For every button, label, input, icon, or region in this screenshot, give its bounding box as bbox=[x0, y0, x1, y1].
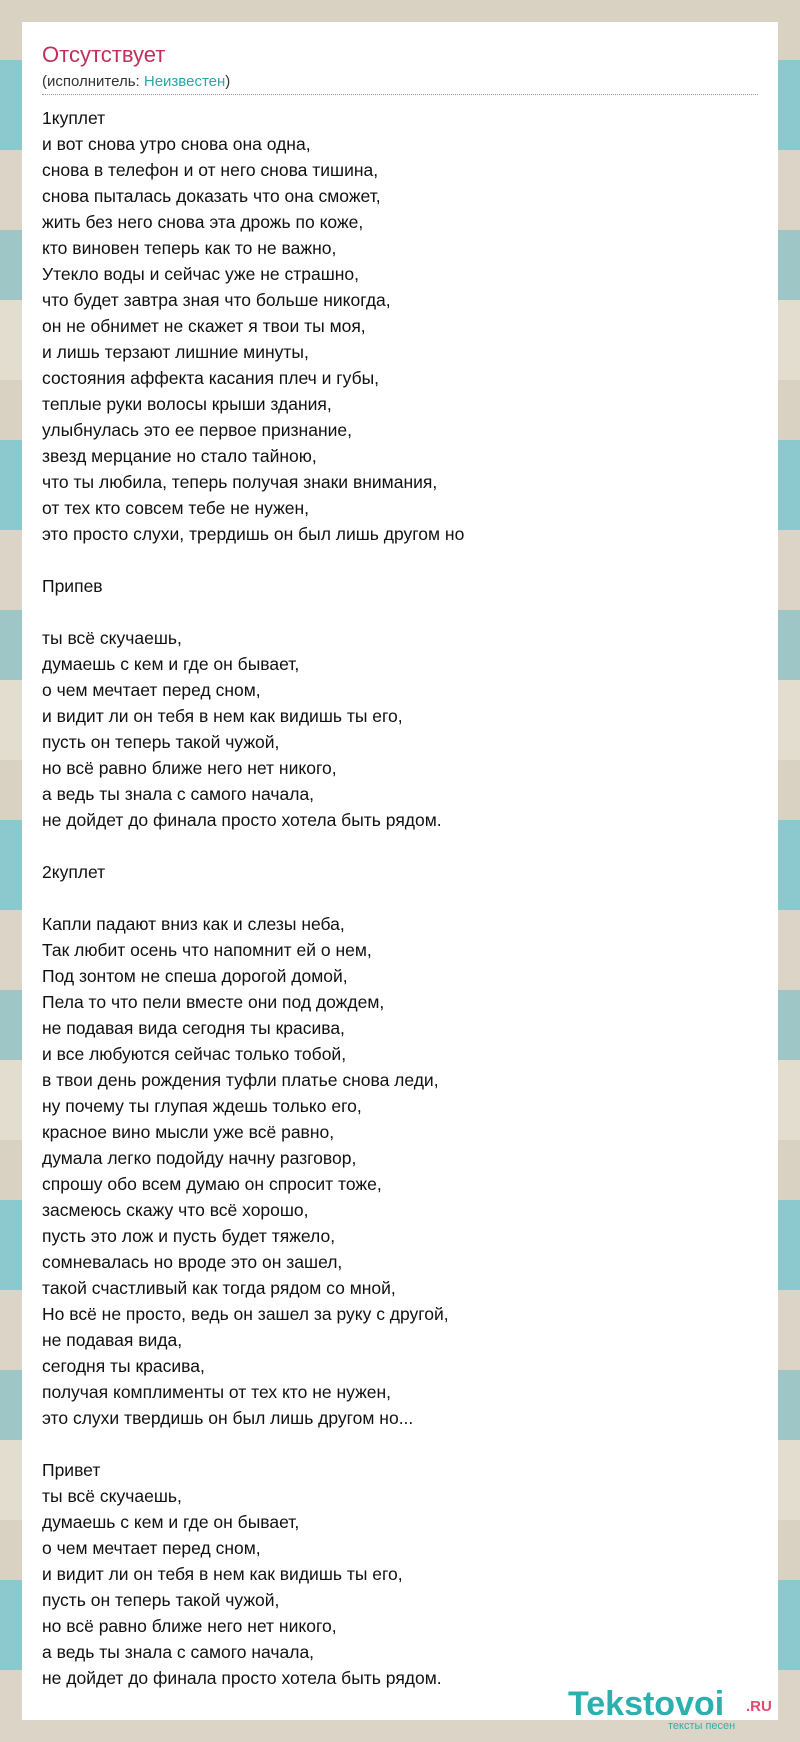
lyric-line: ты всё скучаешь, bbox=[42, 1486, 182, 1506]
lyric-line: от тех кто совсем тебе не нужен, bbox=[42, 498, 310, 518]
lyric-line: Припев bbox=[42, 576, 103, 596]
lyric-line bbox=[42, 599, 742, 625]
lyric-line: он не обнимет не скажет я твои ты моя, bbox=[42, 316, 366, 336]
site-logo[interactable] bbox=[568, 1686, 778, 1732]
lyric-line: сомневалась но вроде это он зашел, bbox=[42, 1252, 343, 1272]
lyric-line: и лишь терзают лишние минуты, bbox=[42, 342, 309, 362]
lyric-line: 1куплет bbox=[42, 108, 106, 128]
lyric-line: Но всё не просто, ведь он зашел за руку с другой, bbox=[42, 1304, 449, 1324]
lyric-line: думала легко подойду начну разговор, bbox=[42, 1148, 357, 1168]
lyric-line: засмеюсь скажу что всё хорошо, bbox=[42, 1200, 309, 1220]
title-divider bbox=[42, 94, 758, 95]
lyric-line: это слухи твердишь он был лишь другом но... bbox=[42, 1408, 414, 1428]
logo-domain: .RU bbox=[746, 1698, 772, 1715]
lyric-line: состояния аффекта касания плеч и губы, bbox=[42, 368, 380, 388]
lyric-line: что будет завтра зная что больше никогда, bbox=[42, 290, 391, 310]
lyric-line: не подавая вида, bbox=[42, 1330, 183, 1350]
lyric-line: пусть он теперь такой чужой, bbox=[42, 1590, 280, 1610]
lyric-line: о чем мечтает перед сном, bbox=[42, 1538, 261, 1558]
lyric-line: улыбнулась это ее первое признание, bbox=[42, 420, 352, 440]
lyric-line: снова пыталась доказать что она сможет, bbox=[42, 186, 381, 206]
lyric-line bbox=[42, 1431, 742, 1457]
lyric-line: жить без него снова эта дрожь по коже, bbox=[42, 212, 364, 232]
lyric-line bbox=[42, 833, 742, 859]
artist-suffix: ) bbox=[225, 73, 231, 90]
lyric-line: ну почему ты глупая ждешь только его, bbox=[42, 1096, 362, 1116]
lyric-line: не дойдет до финала просто хотела быть рядом. bbox=[42, 1668, 442, 1688]
lyric-line: а ведь ты знала с самого начала, bbox=[42, 784, 315, 804]
artist-line bbox=[42, 72, 230, 92]
lyric-line: Капли падают вниз как и слезы неба, bbox=[42, 914, 345, 934]
lyric-line: не дойдет до финала просто хотела быть рядом. bbox=[42, 810, 442, 830]
lyric-line: пусть это лож и пусть будет тяжело, bbox=[42, 1226, 336, 1246]
lyric-line: 2куплет bbox=[42, 862, 106, 882]
lyric-line: это просто слухи, трердишь он был лишь другом но bbox=[42, 524, 465, 544]
lyric-line: Пела то что пели вместе они под дождем, bbox=[42, 992, 385, 1012]
lyric-line: но всё равно ближе него нет никого, bbox=[42, 758, 337, 778]
lyric-line: а ведь ты знала с самого начала, bbox=[42, 1642, 315, 1662]
logo-wordmark: Tekstovoi bbox=[568, 1685, 725, 1723]
lyrics-card bbox=[22, 22, 778, 1723]
lyric-line: пусть он теперь такой чужой, bbox=[42, 732, 280, 752]
lyric-line: что ты любила, теперь получая знаки внимания, bbox=[42, 472, 438, 492]
lyric-line: думаешь с кем и где он бывает, bbox=[42, 654, 300, 674]
lyric-line: такой счастливый как тогда рядом со мной, bbox=[42, 1278, 396, 1298]
lyric-line: о чем мечтает перед сном, bbox=[42, 680, 261, 700]
artist-link[interactable]: Неизвестен bbox=[143, 73, 226, 90]
lyric-line: красное вино мысли уже всё равно, bbox=[42, 1122, 335, 1142]
song-title: Отсутствует bbox=[42, 42, 166, 67]
lyric-line: звезд мерцание но стало тайною, bbox=[42, 446, 317, 466]
lyric-line: думаешь с кем и где он бывает, bbox=[42, 1512, 300, 1532]
lyric-line: получая комплименты от тех кто не нужен, bbox=[42, 1382, 392, 1402]
lyric-line: и вот снова утро снова она одна, bbox=[42, 134, 311, 154]
lyric-line: кто виновен теперь как то не важно, bbox=[42, 238, 337, 258]
lyric-line: теплые руки волосы крыши здания, bbox=[42, 394, 332, 414]
lyric-line: сегодня ты красива, bbox=[42, 1356, 205, 1376]
lyric-line: но всё равно ближе него нет никого, bbox=[42, 1616, 337, 1636]
lyric-line: и все любуются сейчас только тобой, bbox=[42, 1044, 347, 1064]
lyric-line: снова в телефон и от него снова тишина, bbox=[42, 160, 379, 180]
lyric-line: Под зонтом не спеша дорогой домой, bbox=[42, 966, 348, 986]
lyric-line: спрошу обо всем думаю он спросит тоже, bbox=[42, 1174, 382, 1194]
lyric-line: ты всё скучаешь, bbox=[42, 628, 182, 648]
lyric-line bbox=[42, 547, 742, 573]
logo-tagline: тексты песен bbox=[668, 1720, 736, 1732]
artist-prefix: (исполнитель: bbox=[42, 73, 144, 90]
lyric-line: Привет bbox=[42, 1460, 101, 1480]
lyric-line: не подавая вида сегодня ты красива, bbox=[42, 1018, 345, 1038]
lyric-line bbox=[42, 885, 742, 911]
lyric-line: в твои день рождения туфли платье снова леди, bbox=[42, 1070, 439, 1090]
lyric-line: и видит ли он тебя в нем как видишь ты его, bbox=[42, 1564, 403, 1584]
lyric-line: и видит ли он тебя в нем как видишь ты его, bbox=[42, 706, 403, 726]
lyrics-text bbox=[42, 105, 742, 1691]
lyric-line: Так любит осень что напомнит ей о нем, bbox=[42, 940, 372, 960]
lyric-line: Утекло воды и сейчас уже не страшно, bbox=[42, 264, 360, 284]
